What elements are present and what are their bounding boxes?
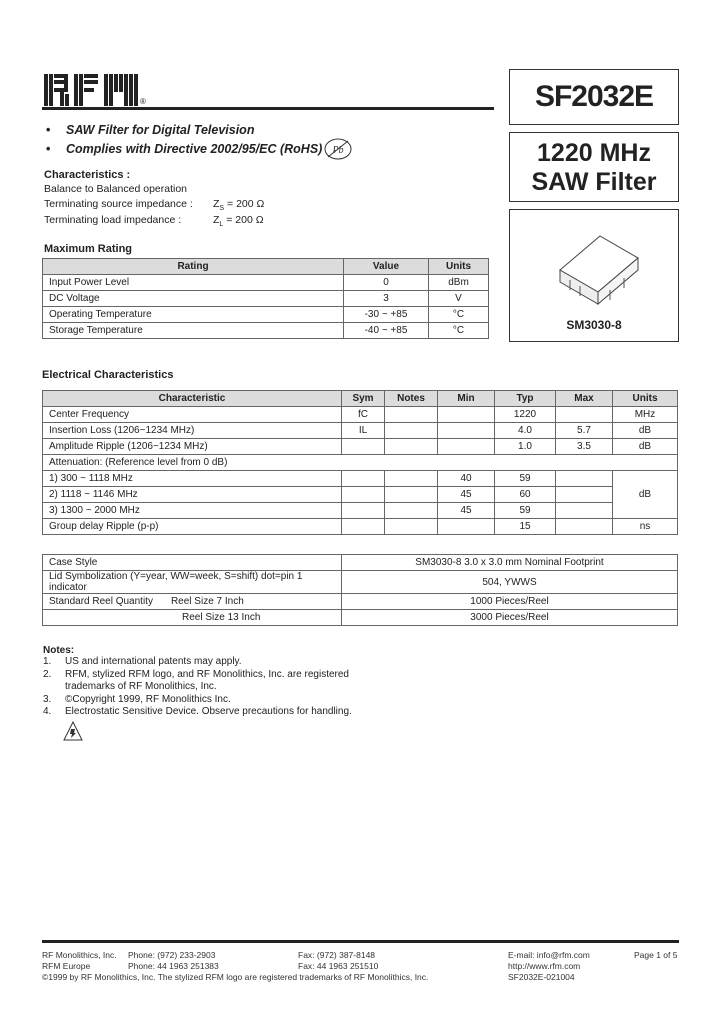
table-row: Amplitude Ripple (1206~1234 MHz) 1.0 3.5 dB [43,439,678,455]
max-rating-title: Maximum Rating [44,243,133,255]
note-item: 3. ©Copyright 1999, RF Monolithics Inc. [43,693,231,705]
frequency-line1: 1220 MHz [537,139,651,167]
footer-doc-id: SF2032E-021004 [508,972,575,982]
table-header-row [43,259,489,275]
characteristics-title: Characteristics : [44,169,131,181]
note-item: 4. Electrostatic Sensitive Device. Observe precautions for handling. [43,706,352,717]
table-row: Lid Symbolization (Y=year, WW=week, S=shift) dot=pin 1 indicator 504, YWWS [43,571,678,594]
table-row: Operating Temperature -30 ~ +85 °C [43,307,489,323]
table-row: Insertion Loss (1206~1234 MHz) IL 4.0 5.7 dB [43,423,678,439]
bullet-item: • SAW Filter for Digital Television [46,123,255,137]
package-illustration-icon [552,228,642,310]
col-header: Rating [43,259,344,275]
pb-free-icon [323,137,351,159]
footer-email: E-mail: info@rfm.com [508,950,590,960]
electrical-title: Electrical Characteristics [42,369,174,381]
footer-fax: Fax: (972) 387-8148 [298,950,376,960]
char-line: Balance to Balanced operation [44,183,188,195]
electrical-table [42,390,678,535]
footer-copyright: ©1999 by RF Monolithics, Inc. The stylized RFM logo are registered trademarks of RF Monolithics, Inc. [42,972,429,982]
bullet-item: • Complies with Directive 2002/95/EC (RoHS) [46,142,323,156]
char-value: $Z_L = 200$ Ω [213,214,264,229]
footer-phone: Phone: (972) 233-2903 [128,950,216,960]
table-row: 1) 300 ~ 1118 MHz 40 59 dB [43,471,678,487]
col-header: Value [344,259,429,275]
frequency-line2: SAW Filter [531,168,657,196]
table-row: 3) 1300 ~ 2000 MHz 45 59 [43,503,678,519]
max-rating-table [42,258,489,339]
table-row: Storage Temperature -40 ~ +85 °C [43,323,489,339]
table-row: Group delay Ripple (p-p) 15 ns [43,519,678,535]
registered-mark: ® [140,97,146,106]
footer-web-link[interactable]: http://www.rfm.com [508,961,581,971]
col-header: Units [429,259,489,275]
package-table [42,554,678,626]
table-row: 2) 1118 ~ 1146 MHz 45 60 [43,487,678,503]
table-row: Attenuation: (Reference level from 0 dB) [43,455,678,471]
package-box [509,209,679,342]
note-item: 2. RFM, stylized RFM logo, and RF Monolithics, Inc. are registered [43,668,349,680]
char-value: $Z_S = 200$ Ω [213,198,265,213]
pb-text: Pb [332,145,344,156]
note-item: 1. US and international patents may apply. [43,656,242,667]
footer-europe-fax: Fax: 44 1963 251510 [298,961,379,971]
table-row: DC Voltage 3 V [43,291,489,307]
notes-title: Notes: [43,645,75,656]
footer-company: RF Monolithics, Inc. [42,950,117,960]
rfm-logo [44,72,144,108]
table-row: Case Style SM3030-8 3.0 x 3.0 mm Nominal Footprint [43,555,678,571]
bullet-text: SAW Filter for Digital Television [66,123,255,137]
header-rule [42,107,494,110]
table-row: Standard Reel Quantity Reel Size 7 Inch 1000 Pieces/Reel [43,594,678,610]
char-line: Terminating load impedance : [44,214,182,226]
bullet-text: Complies with Directive 2002/95/EC (RoHS) [66,142,323,156]
note-item: trademarks of RF Monolithics, Inc. [65,681,217,692]
notes-list [43,656,352,719]
feature-bullets [46,123,322,161]
footer-europe-phone: Phone: 44 1963 251383 [128,961,219,971]
frequency-box [509,132,679,202]
table-row: Reel Size 13 Inch 3000 Pieces/Reel [43,610,678,626]
table-header-row: Characteristic Sym Notes Min Typ Max Units [43,391,678,407]
footer-europe: RFM Europe [42,961,91,971]
char-line: Terminating source impedance : [44,198,193,210]
package-label: SM3030-8 [566,318,622,332]
part-number: SF2032E [534,80,654,113]
esd-warning-icon [62,720,84,749]
footer-rule [42,940,679,943]
part-number-box [509,69,679,125]
table-row: Input Power Level 0 dBm [43,275,489,291]
table-row: Center Frequency fC 1220 MHz [43,407,678,423]
footer-page: Page 1 of 5 [634,950,678,960]
